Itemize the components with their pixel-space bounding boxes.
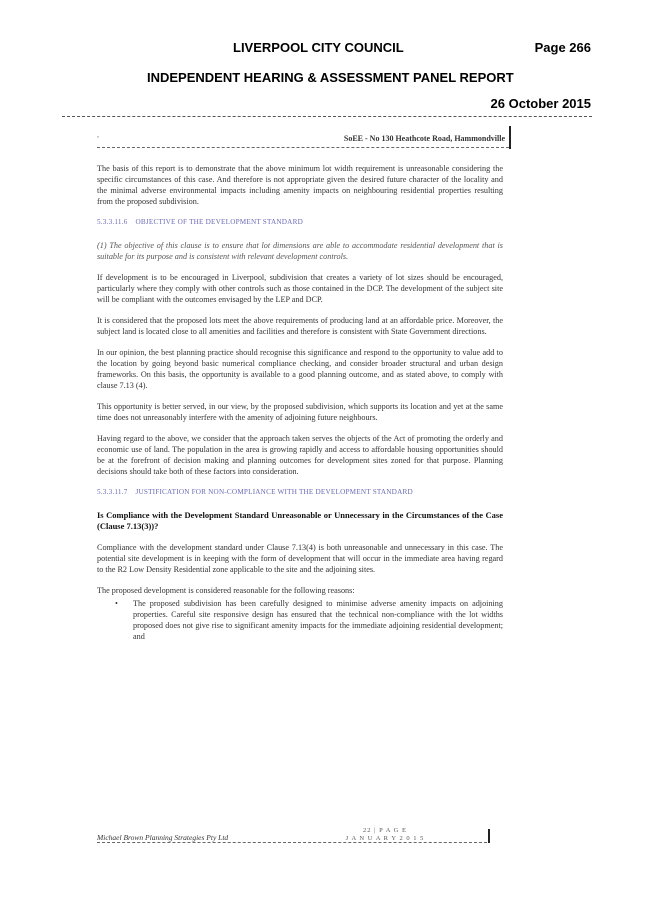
running-header bbox=[97, 132, 509, 148]
page-number: Page 266 bbox=[534, 40, 591, 55]
report-date: 26 October 2015 bbox=[490, 96, 591, 111]
paragraph-best-practice: In our opinion, the best planning practice should recognise this significance and respond to the opportunity to value add to the location by going beyond basic numerical compliance checking, and consider broader structural and urban design frameworks. On this basis, the opportunity is available to a good planning outcome, and as stated above, to comply with clause 7.13 (4). bbox=[97, 348, 503, 390]
paragraph-basis: The basis of this report is to demonstrate that the above minimum lot width requirement is unreasonable considering the specific circumstances of this case. And therefore is not appropriate given the desired future character of the locality and the minimal adverse environmental impacts including amenity impacts on neighbouring residential properties resulting from the proposed subdivision. bbox=[97, 164, 503, 206]
header-divider bbox=[62, 116, 592, 117]
compliance-question: Is Compliance with the Development Standard Unreasonable or Unnecessary in the Circumstances of the Case (Clause 7.13(3))? bbox=[97, 510, 503, 531]
footer-bar bbox=[488, 829, 490, 843]
paragraph-opportunity: This opportunity is better served, in our view, by the proposed subdivision, which supports its location and yet at the same time does not unreasonably interfere with the amenity of adjoining future neighbours. bbox=[97, 402, 503, 422]
section-heading-justification bbox=[97, 487, 503, 498]
paragraph-reasons-intro: The proposed development is considered reasonable for the following reasons: bbox=[97, 586, 355, 595]
paragraph-objects: Having regard to the above, we consider that the approach taken serves the objects of the Act of promoting the orderly and economic use of land. The population in the area is growing rapidly and access to affordable housing opportunities should be at the forefront of decision making and planning outcomes for development sites zoned for that purpose. Planning decisions should take both of these factors into consideration. bbox=[97, 434, 503, 476]
footer-divider bbox=[97, 842, 487, 843]
section-number: 5.3.3.11.6 bbox=[97, 218, 128, 226]
list-item-text: The proposed subdivision has been carefully designed to minimise adverse amenity impacts on adjoining properties. Careful site responsive design has ensured that the technical non-compliance with the lot widths proposed does not give rise to significant amenity impacts for the immediate adjoining residential development; and bbox=[133, 599, 503, 641]
reasons-list bbox=[115, 598, 503, 642]
section-number: 5.3.3.11.7 bbox=[97, 488, 128, 496]
stray-mark: , bbox=[97, 130, 99, 139]
paragraph-affordable: It is considered that the proposed lots meet the above requirements of producing land at an affordable price. Moreover, the subject land is located close to all amenities and facilities and therefore is consistent with State Government directions. bbox=[97, 316, 503, 336]
council-name: LIVERPOOL CITY COUNCIL bbox=[233, 40, 404, 55]
clause-quote: (1) The objective of this clause is to ensure that lot dimensions are able to accommodate residential development that is suitable for its purpose and is consistent with relevant development controls. bbox=[97, 241, 503, 261]
section-heading-objective bbox=[97, 217, 503, 228]
running-header-bar bbox=[509, 126, 511, 149]
footer-firm: Michael Brown Planning Strategies Pty Ltd bbox=[97, 833, 229, 842]
running-header-text: SoEE - No 130 Heathcote Road, Hammondville bbox=[343, 134, 505, 143]
footer-page-number: 22 | P A G E bbox=[363, 827, 407, 834]
list-item bbox=[115, 598, 503, 642]
section-title: OBJECTIVE OF THE DEVELOPMENT STANDARD bbox=[135, 218, 303, 226]
paragraph-encourage: If development is to be encouraged in Liverpool, subdivision that creates a variety of lot sizes should be encouraged, particularly where they comply with other controls such as those contained in the DCP. The development of the subject site will be compliant with the outcomes envisaged by the LEP and DCP. bbox=[97, 273, 503, 304]
paragraph-compliance: Compliance with the development standard under Clause 7.13(4) is both unreasonable and unnecessary in this case. The potential site development is in keeping with the form of development that will occur in the immediate area having regard to the R2 Low Density Residential zone applicable to the site and the adjoining sites. bbox=[97, 543, 503, 574]
page-body bbox=[97, 163, 503, 642]
footer-page bbox=[345, 827, 425, 843]
footer-date: J A N U A R Y 2 0 1 5 bbox=[345, 835, 425, 842]
bullet-icon: • bbox=[115, 599, 118, 608]
report-title: INDEPENDENT HEARING & ASSESSMENT PANEL REPORT bbox=[147, 70, 514, 85]
section-title: JUSTIFICATION FOR NON-COMPLIANCE WITH THE DEVELOPMENT STANDARD bbox=[135, 488, 413, 496]
